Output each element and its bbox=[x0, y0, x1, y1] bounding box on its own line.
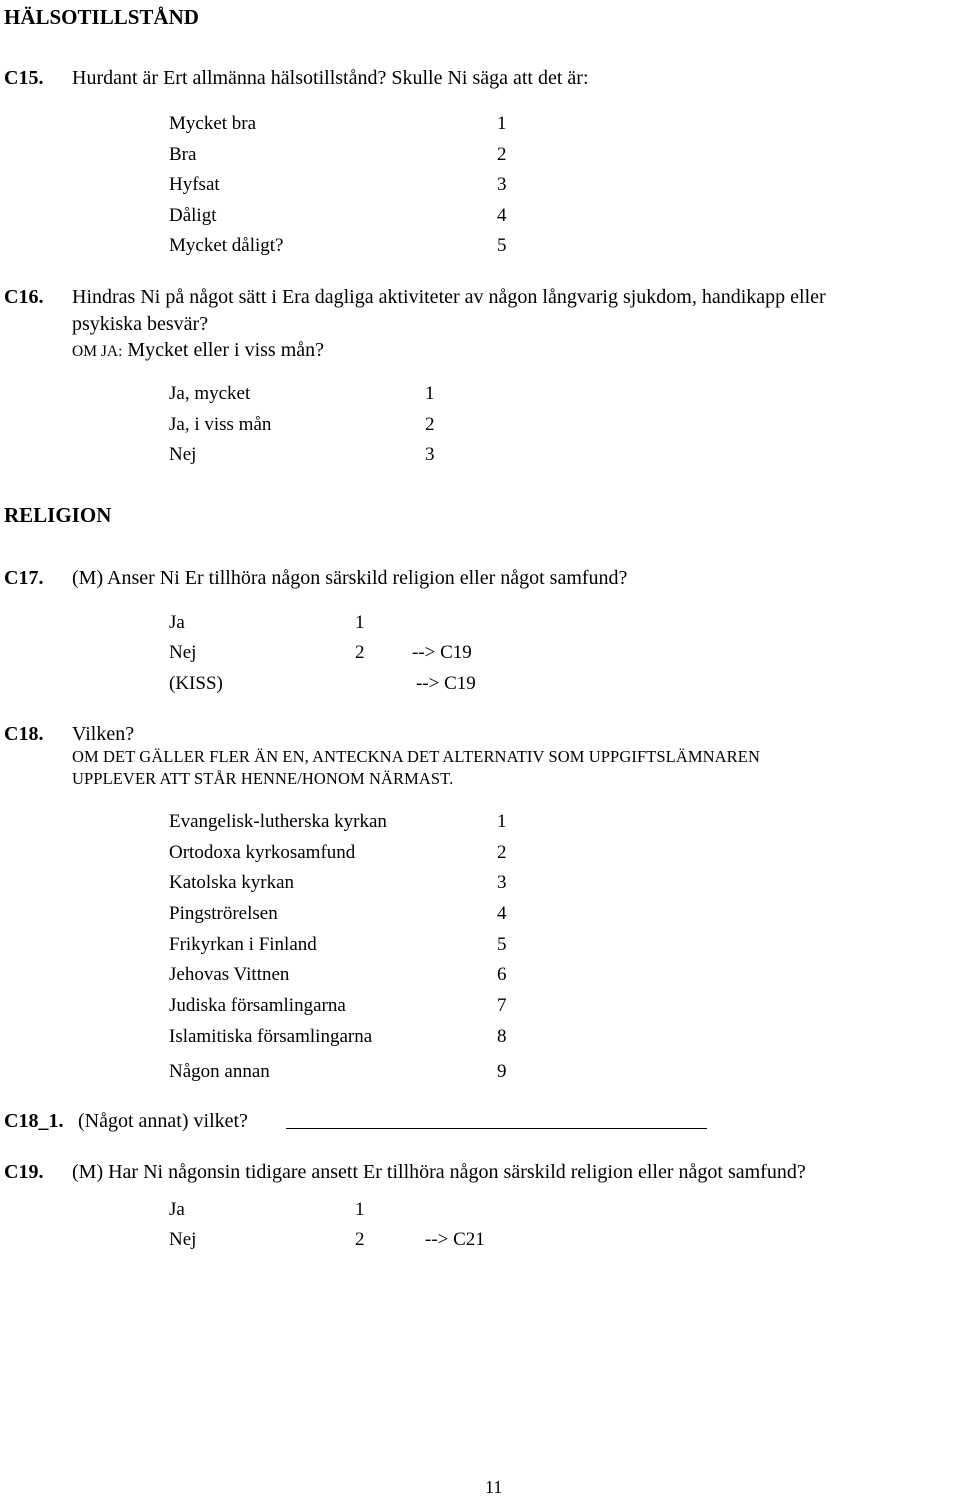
question-number-c17: C17. bbox=[4, 567, 44, 589]
option-code: 1 bbox=[425, 383, 435, 404]
option-code: 2 bbox=[355, 1229, 365, 1250]
option-label: Jehovas Vittnen bbox=[169, 964, 290, 985]
option-code: 9 bbox=[497, 1061, 507, 1082]
option-label: Mycket bra bbox=[169, 113, 257, 134]
option-label: Ortodoxa kyrkosamfund bbox=[169, 842, 356, 863]
write-in-answer-line[interactable] bbox=[286, 1128, 707, 1129]
option-code: 3 bbox=[497, 872, 507, 893]
option-label: Nej bbox=[169, 642, 197, 663]
interviewer-followup bbox=[72, 340, 324, 360]
option-label: Någon annan bbox=[169, 1061, 270, 1082]
option-label: Frikyrkan i Finland bbox=[169, 934, 317, 955]
question-text-c18-1: (Något annat) vilket? bbox=[78, 1110, 248, 1132]
option-code: 5 bbox=[497, 235, 507, 256]
question-number-c18: C18. bbox=[4, 723, 44, 745]
option-label: Ja bbox=[169, 1199, 185, 1220]
question-text-c18: Vilken? bbox=[72, 723, 135, 745]
option-code: 1 bbox=[497, 113, 507, 134]
option-label: Dåligt bbox=[169, 205, 217, 226]
question-number-c15: C15. bbox=[4, 67, 44, 89]
option-label: Mycket dåligt? bbox=[169, 235, 284, 256]
option-code: 1 bbox=[497, 811, 507, 832]
option-label: Ja bbox=[169, 612, 185, 633]
option-code: 1 bbox=[355, 1199, 365, 1220]
question-text-c19: (M) Har Ni någonsin tidigare ansett Er tillhöra någon särskild religion eller något samfund? bbox=[72, 1161, 806, 1183]
page-number: 11 bbox=[485, 1477, 503, 1497]
question-text-c17: (M) Anser Ni Er tillhöra någon särskild religion eller något samfund? bbox=[72, 567, 628, 589]
interviewer-instruction-line2: UPPLEVER ATT STÅR HENNE/HONOM NÄRMAST. bbox=[72, 769, 454, 788]
skip-instruction: --> C21 bbox=[425, 1229, 485, 1250]
option-code: 2 bbox=[497, 144, 507, 165]
option-code: 4 bbox=[497, 205, 507, 226]
option-code: 3 bbox=[425, 444, 435, 465]
option-code: 5 bbox=[497, 934, 507, 955]
option-label: Ja, i viss mån bbox=[169, 414, 272, 435]
question-text-c16-line2: psykiska besvär? bbox=[72, 313, 209, 335]
option-code: 4 bbox=[497, 903, 507, 924]
question-text-c15: Hurdant är Ert allmänna hälsotillstånd? Skulle Ni säga att det är: bbox=[72, 67, 589, 89]
section-heading-health: HÄLSOTILLSTÅND bbox=[4, 5, 199, 29]
option-code: 8 bbox=[497, 1026, 507, 1047]
option-code: 2 bbox=[355, 642, 365, 663]
option-label: (KISS) bbox=[169, 673, 223, 694]
question-text-c16-line1: Hindras Ni på något sätt i Era dagliga aktiviteter av någon långvarig sjukdom, handikapp eller bbox=[72, 286, 826, 308]
interviewer-instruction-line1: OM DET GÄLLER FLER ÄN EN, ANTECKNA DET ALTERNATIV SOM UPPGIFTSLÄMNAREN bbox=[72, 747, 760, 766]
option-code: 7 bbox=[497, 995, 507, 1016]
option-label: Judiska församlingarna bbox=[169, 995, 346, 1016]
option-code: 6 bbox=[497, 964, 507, 985]
option-label: Katolska kyrkan bbox=[169, 872, 295, 893]
option-label: Nej bbox=[169, 444, 197, 465]
option-code: 3 bbox=[497, 174, 507, 195]
question-number-c16: C16. bbox=[4, 286, 44, 308]
option-label: Pingströrelsen bbox=[169, 903, 278, 924]
option-label: Ja, mycket bbox=[169, 383, 251, 404]
option-code: 2 bbox=[425, 414, 435, 435]
option-code: 2 bbox=[497, 842, 507, 863]
option-label: Hyfsat bbox=[169, 174, 220, 195]
option-label: Islamitiska församlingarna bbox=[169, 1026, 373, 1047]
section-heading-religion: RELIGION bbox=[4, 503, 112, 527]
question-number-c19: C19. bbox=[4, 1161, 44, 1183]
option-label: Evangelisk-lutherska kyrkan bbox=[169, 811, 387, 832]
omja-label: OM JA: bbox=[72, 343, 123, 360]
option-label: Bra bbox=[169, 144, 197, 165]
question-number-c18-1: C18_1. bbox=[4, 1110, 64, 1132]
option-label: Nej bbox=[169, 1229, 197, 1250]
omja-text: Mycket eller i viss mån? bbox=[127, 339, 325, 361]
skip-instruction: --> C19 bbox=[412, 642, 472, 663]
option-code: 1 bbox=[355, 612, 365, 633]
skip-instruction: --> C19 bbox=[416, 673, 476, 694]
